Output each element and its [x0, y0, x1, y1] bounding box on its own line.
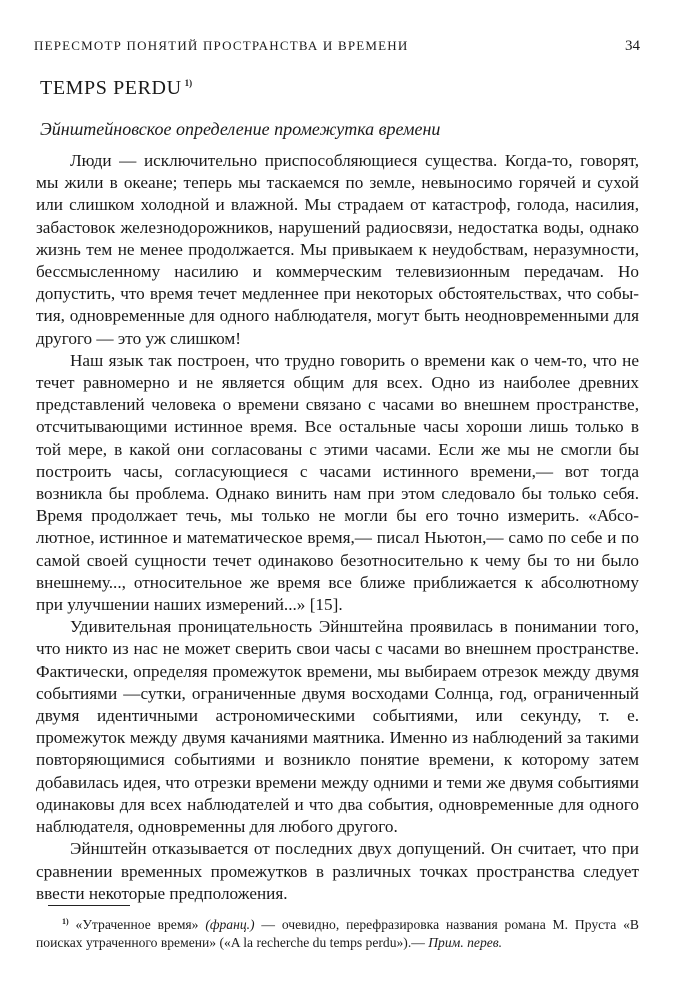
footnote-divider: [48, 905, 130, 906]
paragraph-3: Удивительная проницательность Эйнштейна проявилась в понимании того, что никто из нас не может сверить свои часы с часами во внешнем пространстве. Фактически, определяя промежуток времени, мы выбираем отрезок между двумя событиями —сутки, ограниченные двумя восходами Солнца, год, ограниченный двумя идентичными астрономическими событиями, или секунду, т. е. промежуток между двумя качаниями маятника. Именно из наблюдений за такими повторяющимися событиями и возникло понятие времени, к которому затем добавилась идея, что отрезки времени между одними и теми же двумя событиями одинаковы для всех наблюдателей и что два события, одновременные для одного наблюдателя, одновременны для любого другого.: [36, 617, 639, 837]
paragraph-4: Эйнштейн отказывается от последних двух допущений. Он считает, что при сравнении временных промежутков в различных точках пространства следует ввести некоторые предположения.: [36, 839, 639, 903]
footnote: [36, 913, 639, 952]
subsection-title: Эйнштейновское определение промежутка времени: [40, 119, 441, 139]
footnote-body: — очевидно, перефразировка названия романа М. Пруста «В поисках утраченного времени» («A la recherche du temps perdu»).—: [36, 917, 639, 950]
footnote-title: «Утраченное время»: [75, 917, 199, 932]
section-title: [40, 77, 192, 100]
page-number: 34: [625, 38, 640, 54]
section-title-text: TEMPS PERDU: [40, 77, 182, 99]
footnote-language: (франц.): [205, 917, 255, 932]
footnote-mark: 1): [62, 917, 69, 926]
footnote-translator-note: Прим. перев.: [428, 935, 503, 950]
paragraph-2: Наш язык так построен, что трудно говорить о времени как о чем-то, что не течет равномерно и не является общим для всех. Одно из наиболее древних представлений человека о времени связано с часами во внешнем пространстве, отсчитывающими истинное время. Все остальные часы хороши лишь только в той мере, в какой они согласованы с этими часами. Если же мы не смогли бы построить часы, согласующиеся с часами истинного времени,— вот тогда возникла бы проблема. Однако винить нам при этом следовало бы только себя. Время продолжает течь, мы только не могли бы его точно измерить. «Абсолютное, истинное и математическое время,— писал Ньютон,— само по себе и по самой своей сущности течет одинаково безотносительно к чему бы то ни было внешнему..., относительное же время все ближе приближается к абсолютному при улучшении наших измерений...» [15].: [36, 350, 639, 615]
body-text: [36, 150, 639, 905]
paragraph-1: Люди — исключительно приспособляющиеся существа. Когда-то, говорят, мы жили в океане; теперь мы таскаемся по земле, невыносимо горячей и сухой или слишком холодной и влажной. Мы страдаем от катастроф, голода, насилия, забастовок железнодорожников, нарушений радиосвязи, недостатка воды, однако жизнь тем не менее продолжается. Мы привыкаем к неудобствам, неразумности, бессмысленному насилию и коммерческим телевизионным передачам. Но допустить, что время течет медленнее при некоторых обстоятельствах, что события, одновременные для одного наблюдателя, могут быть неодновременными для другого — это уж слишком!: [36, 151, 639, 348]
footnote-reference: 1): [184, 78, 193, 88]
running-head-title: ПЕРЕСМОТР ПОНЯТИЙ ПРОСТРАНСТВА И ВРЕМЕНИ: [34, 38, 409, 53]
running-head: [34, 38, 640, 56]
